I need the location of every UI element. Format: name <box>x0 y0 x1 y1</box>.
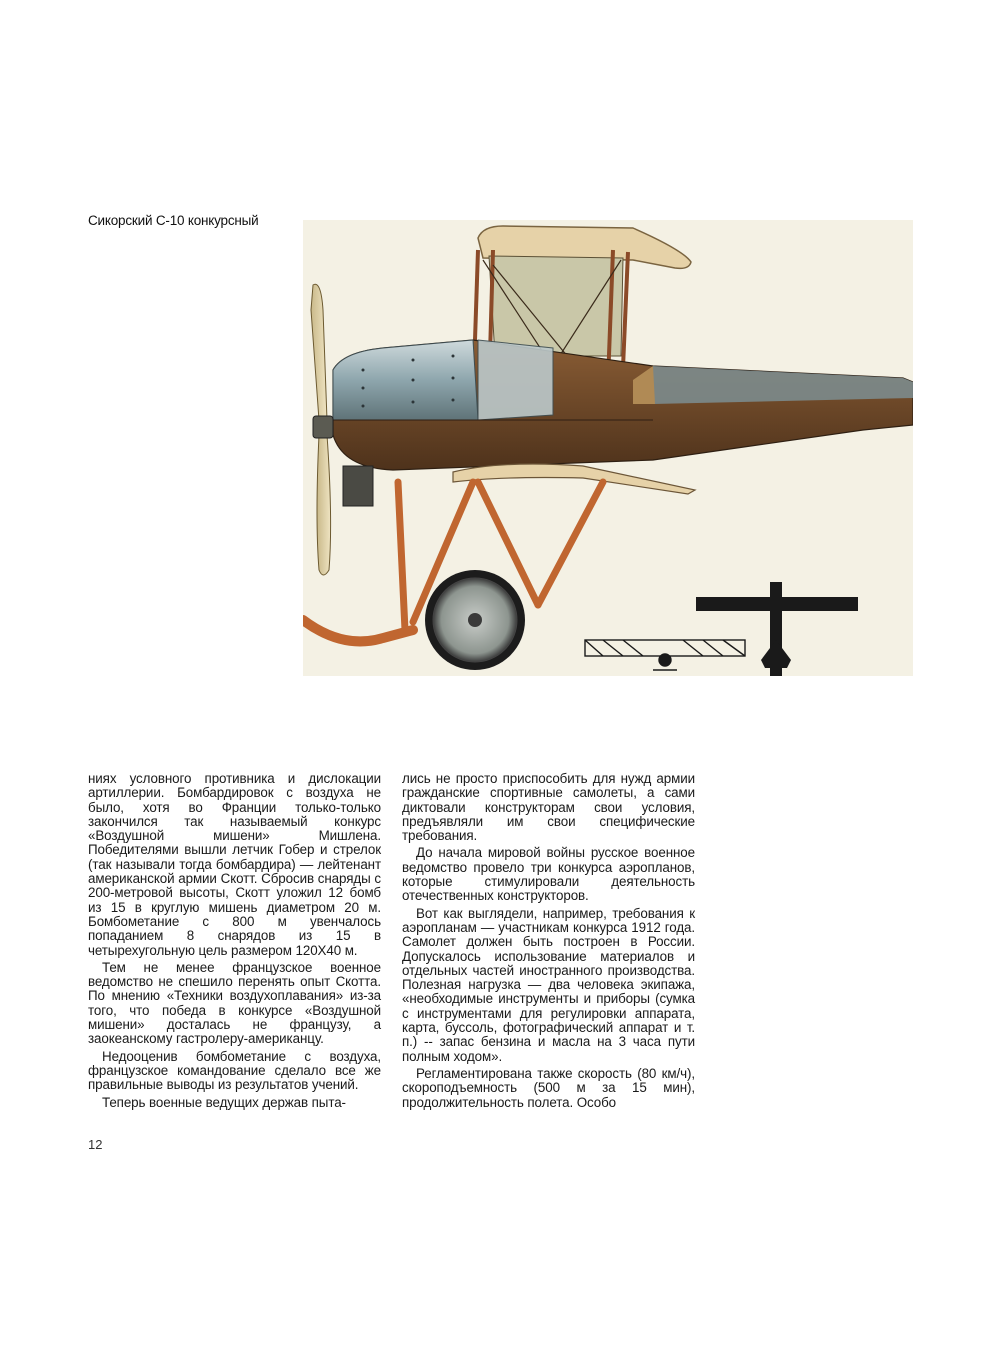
wheel <box>425 570 525 670</box>
figure-caption: Сикорский С-10 конкурсный <box>88 213 259 228</box>
top-view-silhouette <box>696 582 858 676</box>
text-column-right <box>402 772 695 1113</box>
page-number: 12 <box>88 1137 103 1152</box>
paragraph: лись не просто приспособить для нужд армии гражданские спортивные самолеты, а сами диктовали конструкторам свои условия, предъявляли им свои специфические требования. <box>402 771 695 844</box>
engine <box>343 466 373 506</box>
paragraph: Вот как выглядели, например, требования к аэропланам — участникам конкурса 1912 года. Самолет должен быть построен в России. Допускалось использование материалов и отдельных частей иностранного производства. Полезная нагрузка — два человека экипажа, «необходимые инструменты и приборы (сумка с инструментами для регулировки аппарата, карта, буссоль, фотографический аппарат и т. п.) -- запас бензина и масла на 3 часа пути полным ходом». <box>402 905 695 1064</box>
paragraph: До начала мировой войны русское военное ведомство провело три конкурса аэропланов, которые стимулировали деятельность отечественных конструкторов. <box>402 845 695 904</box>
paragraph: ниях условного противника и дислокации артиллерии. Бомбардировок с воздуха не было, хотя во Франции только-только закончился так называемый конкурс «Воздушной мишени» Мишлена. Победителями вышли летчик Гобер и стрелок (так называли тогда бомбардира) — лейтенант американской армии Скотт. Сбросив снаряды с 200-метровой высоты, Скотт уложил 12 бомб из 15 в круглую мишень диаметром 20 м. Бомбометание с 800 м увенчалось попаданием 8 снарядов из 15 в четырехугольную цель размером 120Х40 м. <box>88 771 381 958</box>
text-column-left <box>88 772 381 1113</box>
aircraft-illustration <box>303 220 913 676</box>
paragraph: Недооценив бомбометание с воздуха, французское командование сделало все же правильные выводы из результатов учений. <box>88 1048 381 1093</box>
front-view-silhouette <box>585 640 745 670</box>
paragraph: Регламентирована также скорость (80 км/ч), скороподъемность (500 м за 15 мин), продолжительность полета. Особо <box>402 1065 695 1110</box>
lower-wing <box>453 464 695 494</box>
paragraph: Теперь военные ведущих держав пыта- <box>102 1094 346 1110</box>
sikorsky-s10-side-view <box>303 220 913 676</box>
skid <box>303 620 413 641</box>
propeller <box>311 284 333 575</box>
paragraph: Тем не менее французское военное ведомство не спешило перенять опыт Скотта. По мнению «Техники воздухоплавания» из-за того, что победа в конкурсе «Воздушной мишени» досталась не французу, а заокеанскому гастролеру-американцу. <box>88 959 381 1047</box>
upper-wing <box>478 226 691 356</box>
